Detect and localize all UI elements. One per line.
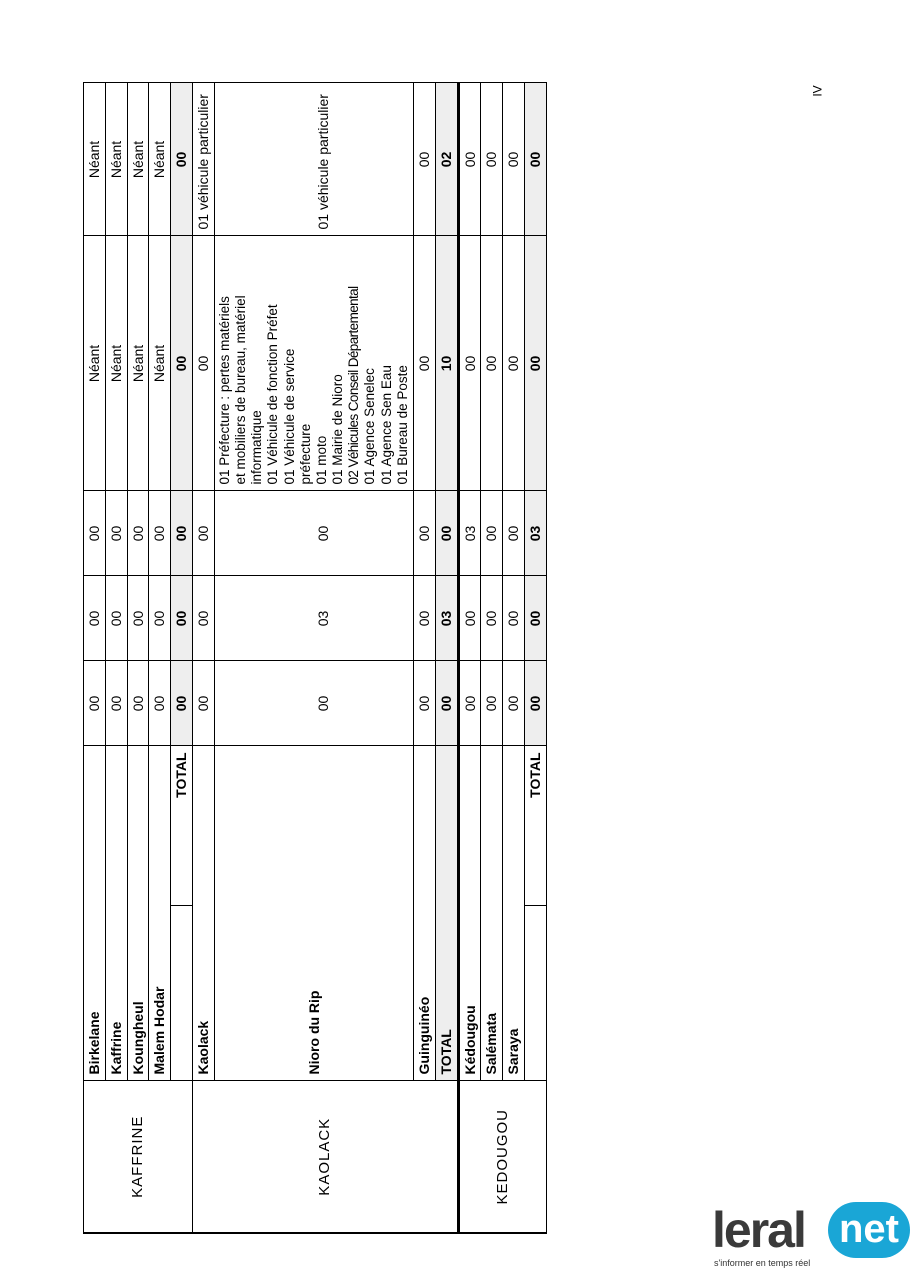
total-row bbox=[525, 83, 547, 1233]
value-cell: 00 bbox=[149, 576, 171, 661]
value-cell: 00 bbox=[481, 236, 503, 491]
value-cell: 00 bbox=[149, 491, 171, 576]
blank-cell bbox=[525, 906, 547, 1081]
logo-tagline: s'informer en temps réel bbox=[714, 1258, 811, 1268]
logo-brand-right: net bbox=[828, 1202, 910, 1258]
value-cell: 00 bbox=[414, 491, 436, 576]
observation-cell: 01 véhicule particulier bbox=[214, 83, 413, 236]
detail-line: 01 Véhicule de fonction Préfet bbox=[265, 304, 281, 485]
total-value: 00 bbox=[171, 661, 193, 746]
value-cell: 00 bbox=[149, 661, 171, 746]
dept-cell: Birkelane bbox=[84, 746, 106, 1081]
value-cell: 00 bbox=[84, 661, 106, 746]
table-row bbox=[105, 83, 127, 1233]
dept-cell: Kaolack bbox=[192, 746, 214, 1081]
total-label: TOTAL bbox=[171, 746, 193, 906]
total-value: 00 bbox=[171, 236, 193, 491]
value-cell: Néant bbox=[149, 83, 171, 236]
value-cell: 00 bbox=[105, 661, 127, 746]
table-row bbox=[481, 83, 503, 1233]
total-label: TOTAL bbox=[435, 746, 458, 1081]
total-value: 03 bbox=[435, 576, 458, 661]
detail-line: 01 moto bbox=[313, 435, 329, 485]
dept-cell: Guinguinéo bbox=[414, 746, 436, 1081]
value-cell: 00 bbox=[127, 661, 149, 746]
value-cell: 00 bbox=[414, 661, 436, 746]
total-value: 00 bbox=[171, 576, 193, 661]
total-value: 00 bbox=[525, 236, 547, 491]
blank-cell bbox=[171, 906, 193, 1081]
total-label: TOTAL bbox=[525, 746, 547, 906]
value-cell: 00 bbox=[503, 576, 525, 661]
table-row bbox=[458, 83, 481, 1233]
logo-brand-left: leral bbox=[712, 1202, 805, 1258]
value-cell: 00 bbox=[503, 491, 525, 576]
value-cell: 00 bbox=[414, 236, 436, 491]
total-row bbox=[171, 83, 193, 1233]
dept-cell: Malem Hodar bbox=[149, 746, 171, 1081]
table-row bbox=[214, 83, 413, 1233]
value-cell: 00 bbox=[503, 83, 525, 236]
region-kedougou: KEDOUGOU bbox=[458, 1081, 546, 1233]
value-cell: 03 bbox=[458, 491, 481, 576]
value-cell: 00 bbox=[214, 661, 413, 746]
detail-line: 01 Agence Senelec bbox=[362, 368, 378, 485]
table-row bbox=[149, 83, 171, 1233]
detail-line: 01 Agence Sen Eau bbox=[378, 365, 394, 485]
total-value: 00 bbox=[525, 576, 547, 661]
table-row bbox=[192, 83, 214, 1233]
value-cell: 00 bbox=[105, 491, 127, 576]
detail-line: 01 Bureau de Poste bbox=[394, 365, 410, 485]
total-value: 00 bbox=[525, 661, 547, 746]
value-cell: 00 bbox=[192, 236, 214, 491]
table-row bbox=[84, 83, 106, 1233]
page-number: IV bbox=[810, 85, 825, 97]
dept-cell: Salémata bbox=[481, 746, 503, 1081]
value-cell: Néant bbox=[84, 236, 106, 491]
value-cell: 00 bbox=[105, 576, 127, 661]
value-cell: 00 bbox=[481, 83, 503, 236]
value-cell: Néant bbox=[127, 83, 149, 236]
total-row bbox=[435, 83, 458, 1233]
dept-cell: Kédougou bbox=[458, 746, 481, 1081]
total-value: 02 bbox=[435, 83, 458, 236]
dept-cell: Koungheul bbox=[127, 746, 149, 1081]
value-cell: Néant bbox=[149, 236, 171, 491]
value-cell: 00 bbox=[414, 576, 436, 661]
detail-line: informatique bbox=[249, 410, 265, 485]
total-value: 00 bbox=[171, 491, 193, 576]
detail-line: 02 Véhicules Conseil Départemental bbox=[346, 286, 362, 485]
total-value: 00 bbox=[435, 661, 458, 746]
value-cell: Néant bbox=[84, 83, 106, 236]
value-cell: 00 bbox=[503, 661, 525, 746]
value-cell: 00 bbox=[192, 576, 214, 661]
region-kaolack: KAOLACK bbox=[192, 1081, 458, 1233]
detail-line: et mobiliers de bureau, matériel bbox=[232, 295, 248, 485]
value-cell: 00 bbox=[127, 576, 149, 661]
value-cell: 00 bbox=[458, 236, 481, 491]
table-row bbox=[503, 83, 525, 1233]
value-cell: Néant bbox=[127, 236, 149, 491]
table-row bbox=[414, 83, 436, 1233]
value-cell: 00 bbox=[458, 576, 481, 661]
detail-line: 01 Véhicule de service bbox=[281, 348, 297, 485]
value-cell: 00 bbox=[84, 491, 106, 576]
total-value: 10 bbox=[435, 236, 458, 491]
observation-cell: 01 véhicule particulier bbox=[192, 83, 214, 236]
value-cell: 03 bbox=[214, 576, 413, 661]
dept-cell: Nioro du Rip bbox=[214, 746, 413, 1081]
rotated-table-sheet bbox=[83, 84, 738, 1234]
value-cell: 00 bbox=[458, 83, 481, 236]
damage-details bbox=[214, 236, 413, 491]
total-value: 00 bbox=[525, 83, 547, 236]
value-cell: 00 bbox=[414, 83, 436, 236]
total-value: 03 bbox=[525, 491, 547, 576]
value-cell: 00 bbox=[214, 491, 413, 576]
value-cell: 00 bbox=[192, 491, 214, 576]
region-kaffrine: KAFFRINE bbox=[84, 1081, 193, 1233]
value-cell: 00 bbox=[503, 236, 525, 491]
value-cell: 00 bbox=[481, 491, 503, 576]
total-value: 00 bbox=[171, 83, 193, 236]
table-row bbox=[127, 83, 149, 1233]
incident-table bbox=[83, 82, 547, 1234]
value-cell: 00 bbox=[458, 661, 481, 746]
detail-line: 01 Mairie de Nioro bbox=[330, 374, 346, 485]
dept-cell: Saraya bbox=[503, 746, 525, 1081]
value-cell: 00 bbox=[481, 576, 503, 661]
leralnet-logo bbox=[712, 1202, 912, 1276]
detail-line: 01 Préfecture : pertes matériels bbox=[216, 296, 232, 485]
value-cell: 00 bbox=[84, 576, 106, 661]
value-cell: 00 bbox=[127, 491, 149, 576]
value-cell: 00 bbox=[192, 661, 214, 746]
total-value: 00 bbox=[435, 491, 458, 576]
value-cell: Néant bbox=[105, 236, 127, 491]
value-cell: Néant bbox=[105, 83, 127, 236]
dept-cell: Kaffrine bbox=[105, 746, 127, 1081]
detail-line: préfecture bbox=[297, 423, 313, 485]
value-cell: 00 bbox=[481, 661, 503, 746]
